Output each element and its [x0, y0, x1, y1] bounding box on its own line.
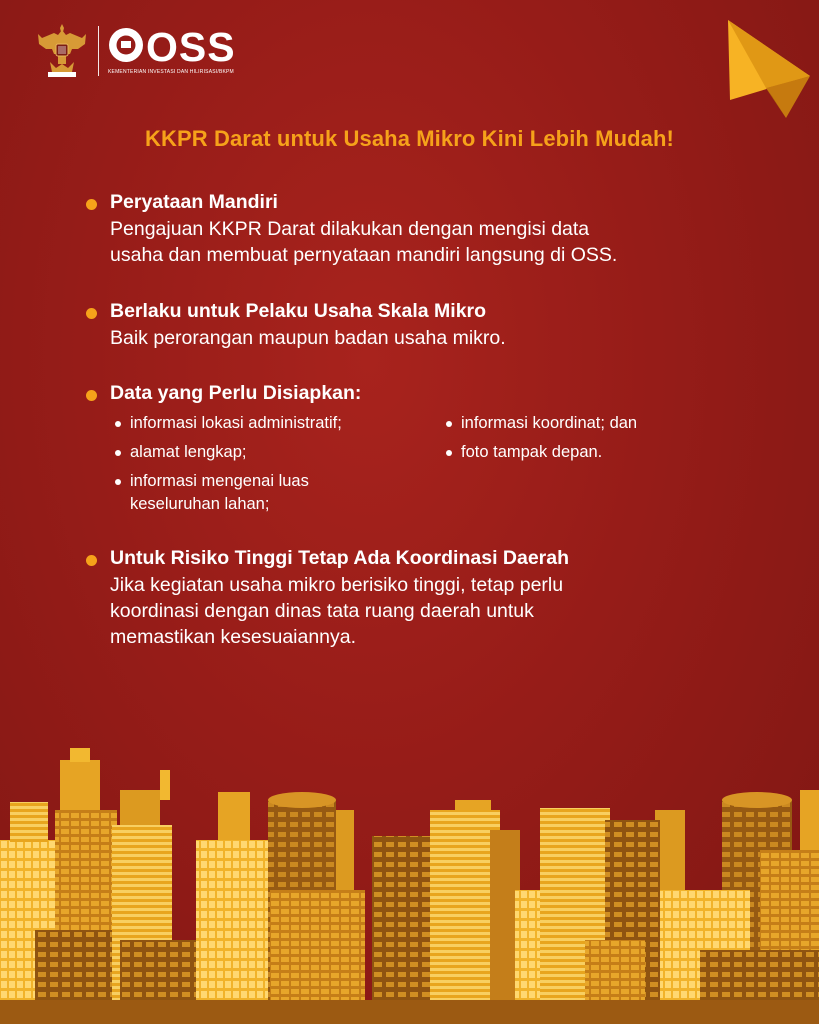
body-line: Jika kegiatan usaha mikro berisiko tinggi, tetap perlu — [110, 574, 564, 596]
body-line: Baik perorangan maupun badan usaha mikro. — [110, 327, 506, 349]
list-item: foto tampak depan. — [445, 441, 745, 464]
section-required-data — [86, 381, 786, 405]
section-self-declaration — [86, 190, 786, 268]
section-title: Data yang Perlu Disiapkan: — [110, 382, 362, 404]
section-title: Berlaku untuk Pelaku Usaha Skala Mikro — [110, 300, 487, 322]
bullet-icon — [86, 308, 97, 319]
body-line: koordinasi dengan dinas tata ruang daerah untuk — [110, 600, 534, 622]
list-item: informasi mengenai luas keseluruhan lahan; — [114, 470, 424, 516]
city-skyline-illustration — [0, 740, 819, 1024]
required-data-right-list — [445, 412, 745, 464]
body-line: usaha dan membuat pernyataan mandiri langsung di OSS. — [110, 244, 618, 266]
list-item: informasi koordinat; dan — [445, 412, 745, 435]
list-item: informasi lokasi administratif; — [114, 412, 424, 435]
garuda-emblem-icon — [36, 24, 88, 78]
sub-bullet-icon — [115, 479, 121, 485]
sub-bullet-icon — [446, 421, 452, 427]
list-item: alamat lengkap; — [114, 441, 424, 464]
sub-bullet-icon — [115, 421, 121, 427]
sub-bullet-icon — [446, 450, 452, 456]
bullet-icon — [86, 390, 97, 401]
section-high-risk — [86, 546, 786, 650]
headline: KKPR Darat untuk Usaha Mikro Kini Lebih Mudah! — [145, 126, 674, 151]
logo-divider — [98, 26, 99, 76]
oss-logo — [106, 24, 236, 70]
sub-bullet-icon — [115, 450, 121, 456]
body-line: Pengajuan KKPR Darat dilakukan dengan mengisi data — [110, 218, 590, 240]
section-body — [110, 216, 786, 268]
section-title: Untuk Risiko Tinggi Tetap Ada Koordinasi Daerah — [110, 547, 570, 569]
bullet-icon — [86, 199, 97, 210]
section-body — [110, 325, 786, 351]
bullet-icon — [86, 555, 97, 566]
ministry-subtitle: KEMENTERIAN INVESTASI DAN HILIRISASI/BKPM — [108, 69, 234, 75]
required-data-left-list — [114, 412, 424, 516]
body-line: memastikan kesesuaiannya. — [110, 626, 357, 648]
section-title: Peryataan Mandiri — [110, 191, 278, 213]
section-micro-business — [86, 299, 786, 351]
oss-brand-text: OSS — [146, 24, 236, 70]
paper-plane-icon — [726, 18, 812, 120]
section-body — [110, 572, 786, 650]
